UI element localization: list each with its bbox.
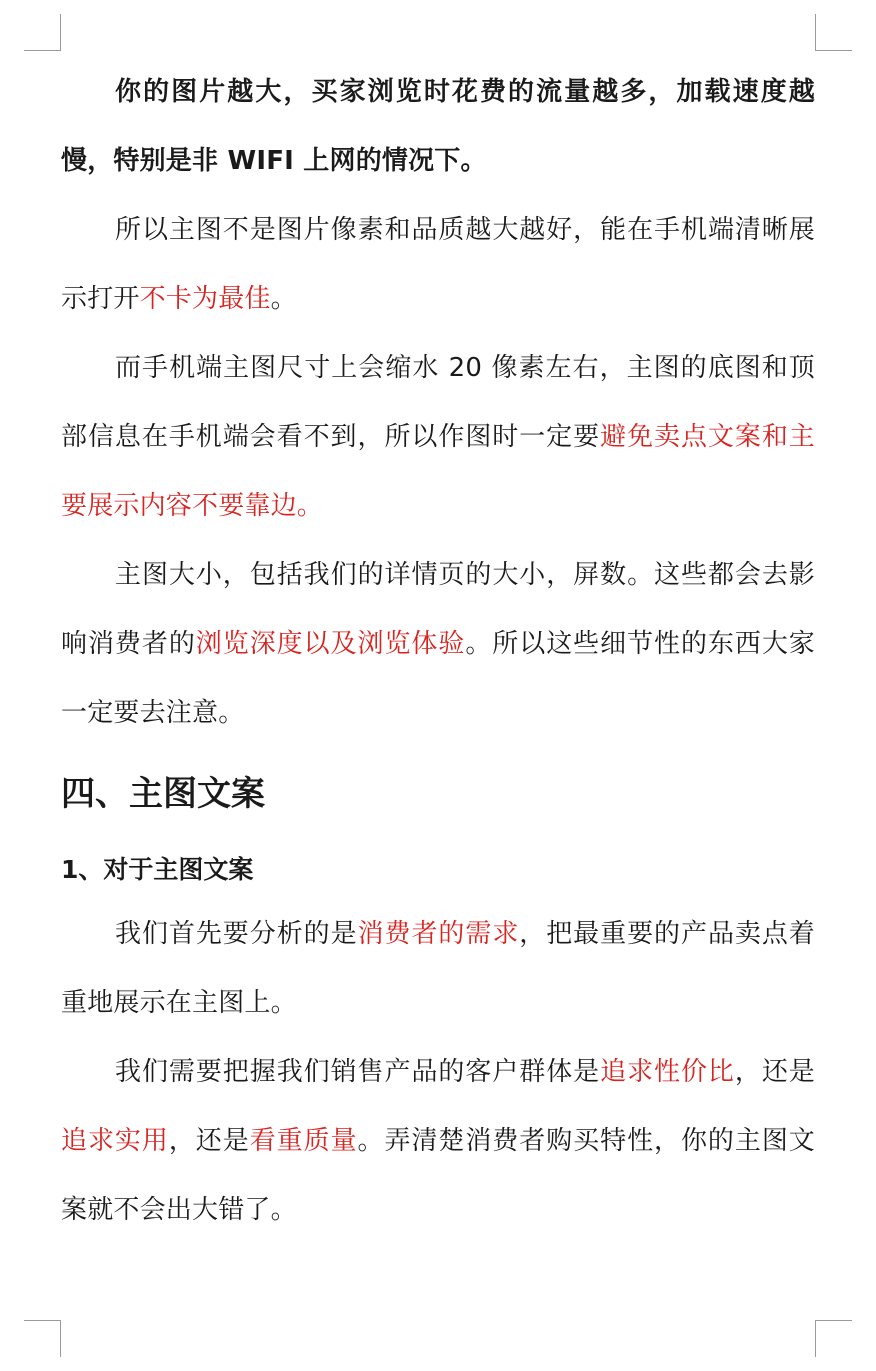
crop-mark-bottom-right [815, 1320, 852, 1357]
text-run: ，还是 [734, 1057, 815, 1087]
text-run: 。弄清楚消费者购买特性，你的主图文案就不会出大错了。 [61, 1126, 815, 1225]
text-run: 主图大小，包括我们的详情页的大小，屏数。这些都会去影响消费者的 [61, 560, 815, 659]
text-run: ，还是 [168, 1126, 250, 1156]
subsection-heading: 1、对于主图文案 [61, 855, 254, 884]
text-run: 。 [270, 284, 297, 314]
text-run: 所以主图不是图片像素和品质越大越好，能在手机端清晰展示打开 [61, 215, 815, 314]
crop-mark-top-left [24, 14, 61, 51]
text-run: 我们需要把握我们销售产品的客户群体是 [115, 1057, 601, 1087]
document-body [61, 58, 815, 1245]
paragraph-mobile-shrink [61, 334, 815, 541]
highlight-run: 追求性价比 [600, 1057, 735, 1087]
text-run: ，把最重要的产品卖点着重地展示在主图上。 [61, 919, 815, 1018]
crop-mark-bottom-left [24, 1320, 61, 1357]
paragraph-consumer-needs [61, 900, 815, 1038]
paragraph-image-size-bold: 你的图片越大，买家浏览时花费的流量越多，加载速度越慢，特别是非 WIFI 上网的情况下。 [61, 77, 815, 176]
highlight-run: 看重质量 [249, 1126, 358, 1156]
highlight-run: 追求实用 [61, 1126, 169, 1156]
text-run: 。所以这些细节性的东西大家一定要去注意。 [61, 629, 815, 728]
highlight-run: 浏览深度以及浏览体验 [195, 629, 466, 659]
highlight-run: 消费者的需求 [357, 919, 520, 949]
text-run: 我们首先要分析的是 [115, 919, 358, 949]
crop-mark-top-right [815, 14, 852, 51]
section-heading: 四、主图文案 [61, 774, 265, 814]
paragraph-detail-page-size [61, 541, 815, 748]
highlight-run: 不卡为最佳 [139, 284, 271, 314]
paragraph-customer-group [61, 1038, 815, 1245]
paragraph-main-image-quality [61, 196, 815, 334]
text-run: 而手机端主图尺寸上会缩水 20 像素左右，主图的底图和顶部信息在手机端会看不到，所以作图时一定要 [61, 353, 815, 452]
highlight-run: 避免卖点文案和主要展示内容不要靠边。 [61, 422, 815, 521]
